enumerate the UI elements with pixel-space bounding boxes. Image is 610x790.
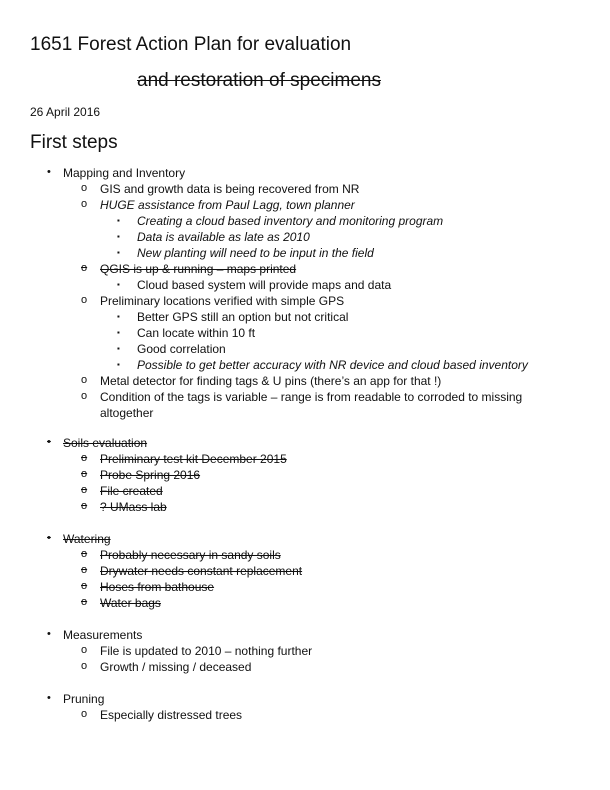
square-bullet: ▪ xyxy=(117,248,120,257)
section-mapping-label: Mapping and Inventory xyxy=(63,166,186,180)
list-item: Probably necessary in sandy soils xyxy=(100,548,281,562)
circle-bullet: o xyxy=(81,390,88,402)
square-bullet: ▪ xyxy=(117,328,120,337)
list-item: Condition of the tags is variable – range is from readable to corroded to missing altogether xyxy=(100,390,523,420)
list-item: Probe Spring 2016 xyxy=(100,468,201,482)
list-item: Data is available as late as 2010 xyxy=(137,230,310,244)
square-bullet: ▪ xyxy=(117,312,120,321)
circle-bullet: o xyxy=(81,596,88,608)
disc-bullet: • xyxy=(47,532,51,544)
list-item: Especially distressed trees xyxy=(100,708,243,722)
list-item: File is updated to 2010 – nothing further xyxy=(100,644,313,658)
circle-bullet: o xyxy=(81,452,88,464)
circle-bullet: o xyxy=(81,500,88,512)
disc-bullet: • xyxy=(47,628,51,640)
list-item: Water bags xyxy=(100,596,161,610)
circle-bullet: o xyxy=(81,294,88,306)
list-item: Metal detector for finding tags & U pins (there’s an app for that !) xyxy=(100,374,442,388)
circle-bullet: o xyxy=(81,564,88,576)
list-item: Good correlation xyxy=(137,342,226,356)
list-item: Better GPS still an option but not critical xyxy=(137,310,349,324)
section-pruning-label: Pruning xyxy=(63,692,105,706)
list-item: QGIS is up & running – maps printed xyxy=(100,262,297,276)
list-item: Can locate within 10 ft xyxy=(137,326,256,340)
circle-bullet: o xyxy=(81,644,88,656)
square-bullet: ▪ xyxy=(117,280,120,289)
list-item: Preliminary test kit December 2015 xyxy=(100,452,287,466)
square-bullet: ▪ xyxy=(117,360,120,369)
list-item: Preliminary locations verified with simple GPS xyxy=(100,294,345,308)
document-date: 26 April 2016 xyxy=(30,105,101,119)
list-item: Growth / missing / deceased xyxy=(100,660,252,674)
list-item: ? UMass lab xyxy=(100,500,167,514)
list-item: New planting will need to be input in the field xyxy=(137,246,374,260)
circle-bullet: o xyxy=(81,374,88,386)
title-line-1: 1651 Forest Action Plan for evaluation xyxy=(30,34,352,55)
circle-bullet: o xyxy=(81,262,88,274)
heading-first-steps: First steps xyxy=(30,132,118,153)
circle-bullet: o xyxy=(81,468,88,480)
circle-bullet: o xyxy=(81,660,88,672)
disc-bullet: • xyxy=(47,166,51,178)
circle-bullet: o xyxy=(81,484,88,496)
square-bullet: ▪ xyxy=(117,232,120,241)
title-line-2-struck: and restoration of specimens xyxy=(137,70,381,91)
section-watering-label: Watering xyxy=(63,532,111,546)
list-item: Hoses from bathouse xyxy=(100,580,215,594)
circle-bullet: o xyxy=(81,708,88,720)
list-item: Creating a cloud based inventory and monitoring program xyxy=(137,214,444,228)
section-soils-label: Soils evaluation xyxy=(63,436,148,450)
list-item: HUGE assistance from Paul Lagg, town planner xyxy=(100,198,355,212)
square-bullet: ▪ xyxy=(117,344,120,353)
list-item: GIS and growth data is being recovered from NR xyxy=(100,182,360,196)
circle-bullet: o xyxy=(81,182,88,194)
circle-bullet: o xyxy=(81,198,88,210)
disc-bullet: • xyxy=(47,436,51,448)
list-item: Cloud based system will provide maps and data xyxy=(137,278,392,292)
circle-bullet: o xyxy=(81,548,88,560)
list-item: File created xyxy=(100,484,163,498)
list-item: Drywater needs constant replacement xyxy=(100,564,303,578)
square-bullet: ▪ xyxy=(117,216,120,225)
section-measurements-label: Measurements xyxy=(63,628,143,642)
disc-bullet: • xyxy=(47,692,51,704)
circle-bullet: o xyxy=(81,580,88,592)
list-item: Possible to get better accuracy with NR device and cloud based inventory xyxy=(137,358,528,372)
